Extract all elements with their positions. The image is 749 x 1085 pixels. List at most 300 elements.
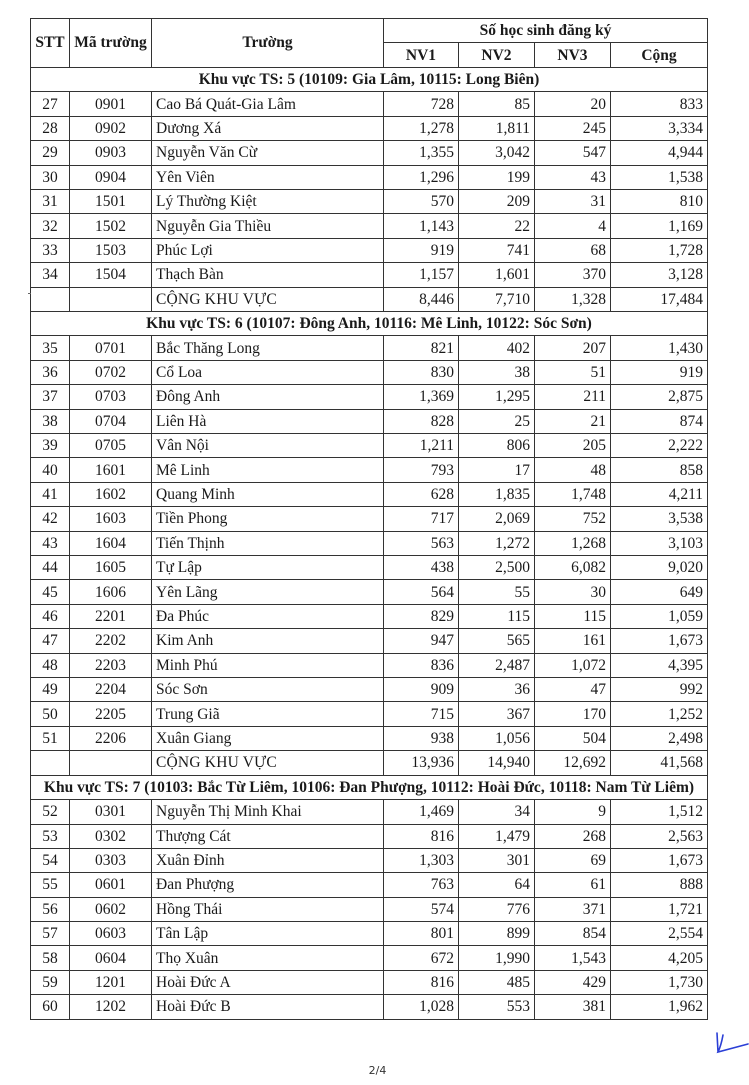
stt-cell: 43 xyxy=(31,531,70,555)
nv1-cell: 821 xyxy=(384,336,459,360)
nv1-cell: 801 xyxy=(384,922,459,946)
nv3-cell: 207 xyxy=(535,336,611,360)
table-row xyxy=(31,653,708,677)
nv3-cell: 30 xyxy=(535,580,611,604)
stt-cell: 30 xyxy=(31,165,70,189)
nv2-cell: 1,056 xyxy=(459,726,535,750)
nv1-cell: 1,211 xyxy=(384,434,459,458)
school-code-cell: 2201 xyxy=(70,604,152,628)
nv1-cell: 1,028 xyxy=(384,995,459,1019)
total-cell: 3,538 xyxy=(611,507,708,531)
school-code-cell: 1606 xyxy=(70,580,152,604)
nv2-cell: 806 xyxy=(459,434,535,458)
school-name-cell: Tự Lập xyxy=(152,556,384,580)
stt-cell: 32 xyxy=(31,214,70,238)
nv3-cell: 854 xyxy=(535,922,611,946)
school-code-cell: 1503 xyxy=(70,238,152,262)
stt-cell: 29 xyxy=(31,141,70,165)
school-code-cell-empty xyxy=(70,751,152,775)
subtotal-row xyxy=(31,751,708,775)
nv3-cell: 504 xyxy=(535,726,611,750)
school-name-cell: Vân Nội xyxy=(152,434,384,458)
stt-cell: 31 xyxy=(31,189,70,213)
school-name-cell: Sóc Sơn xyxy=(152,677,384,701)
stt-cell: 60 xyxy=(31,995,70,1019)
school-name-cell: Thạch Bàn xyxy=(152,263,384,287)
school-name-cell: Hoài Đức A xyxy=(152,970,384,994)
col-header-school-code: Mã trường xyxy=(70,19,152,68)
stt-cell-empty xyxy=(31,287,70,311)
table-row xyxy=(31,946,708,970)
school-name-cell: Yên Lãng xyxy=(152,580,384,604)
table-row xyxy=(31,897,708,921)
school-name-cell: Nguyễn Thị Minh Khai xyxy=(152,800,384,824)
total-cell: 1,728 xyxy=(611,238,708,262)
nv2-cell: 1,835 xyxy=(459,482,535,506)
nv3-cell: 245 xyxy=(535,116,611,140)
col-header-nv1: NV1 xyxy=(384,43,459,67)
nv2-cell: 115 xyxy=(459,604,535,628)
school-name-cell: Nguyễn Gia Thiều xyxy=(152,214,384,238)
nv2-cell: 22 xyxy=(459,214,535,238)
table-header xyxy=(31,19,708,68)
stt-cell: 37 xyxy=(31,385,70,409)
total-cell: 1,962 xyxy=(611,995,708,1019)
nv2-cell: 85 xyxy=(459,92,535,116)
school-code-cell: 1202 xyxy=(70,995,152,1019)
school-name-cell: Minh Phú xyxy=(152,653,384,677)
table-row xyxy=(31,482,708,506)
nv3-cell: 205 xyxy=(535,434,611,458)
nv2-cell: 2,500 xyxy=(459,556,535,580)
stt-cell: 34 xyxy=(31,263,70,287)
total-cell: 1,252 xyxy=(611,702,708,726)
school-name-cell: Quang Minh xyxy=(152,482,384,506)
nv1-cell: 672 xyxy=(384,946,459,970)
total-cell: 833 xyxy=(611,92,708,116)
school-name-cell: Yên Viên xyxy=(152,165,384,189)
stt-cell: 36 xyxy=(31,360,70,384)
nv3-cell: 1,268 xyxy=(535,531,611,555)
total-cell: 4,211 xyxy=(611,482,708,506)
nv2-cell: 402 xyxy=(459,336,535,360)
school-code-cell: 0704 xyxy=(70,409,152,433)
total-cell: 810 xyxy=(611,189,708,213)
col-header-nv3: NV3 xyxy=(535,43,611,67)
nv1-cell: 1,143 xyxy=(384,214,459,238)
school-name-cell: Đan Phượng xyxy=(152,873,384,897)
school-code-cell: 0701 xyxy=(70,336,152,360)
total-cell: 3,334 xyxy=(611,116,708,140)
nv3-cell: 20 xyxy=(535,92,611,116)
total-cell: 1,169 xyxy=(611,214,708,238)
section-header-row xyxy=(31,775,708,800)
nv2-cell: 199 xyxy=(459,165,535,189)
stt-cell: 28 xyxy=(31,116,70,140)
school-name-cell: Thượng Cát xyxy=(152,824,384,848)
nv1-cell: 909 xyxy=(384,677,459,701)
nv1-cell: 717 xyxy=(384,507,459,531)
school-name-cell: Tân Lập xyxy=(152,922,384,946)
total-cell: 858 xyxy=(611,458,708,482)
stt-cell: 41 xyxy=(31,482,70,506)
col-header-school: Trường xyxy=(152,19,384,68)
school-name-cell: Thọ Xuân xyxy=(152,946,384,970)
nv1-cell: 564 xyxy=(384,580,459,604)
nv3-cell: 268 xyxy=(535,824,611,848)
table-row xyxy=(31,116,708,140)
table-row xyxy=(31,458,708,482)
stt-cell: 39 xyxy=(31,434,70,458)
table-row xyxy=(31,580,708,604)
table-row xyxy=(31,677,708,701)
nv3-cell: 170 xyxy=(535,702,611,726)
table-row xyxy=(31,922,708,946)
section-header-row xyxy=(31,67,708,92)
nv1-cell: 816 xyxy=(384,970,459,994)
table-row xyxy=(31,409,708,433)
nv2-subtotal: 14,940 xyxy=(459,751,535,775)
total-cell: 2,563 xyxy=(611,824,708,848)
nv1-cell: 1,369 xyxy=(384,385,459,409)
total-subtotal: 17,484 xyxy=(611,287,708,311)
school-code-cell: 1501 xyxy=(70,189,152,213)
school-name-cell: Dương Xá xyxy=(152,116,384,140)
nv1-cell: 938 xyxy=(384,726,459,750)
stt-cell: 40 xyxy=(31,458,70,482)
table-body xyxy=(31,67,708,1019)
school-code-cell: 1601 xyxy=(70,458,152,482)
school-name-cell: Phúc Lợi xyxy=(152,238,384,262)
nv2-cell: 64 xyxy=(459,873,535,897)
school-name-cell: Hoài Đức B xyxy=(152,995,384,1019)
nv1-cell: 1,355 xyxy=(384,141,459,165)
nv3-cell: 115 xyxy=(535,604,611,628)
school-name-cell: Kim Anh xyxy=(152,629,384,653)
total-cell: 2,222 xyxy=(611,434,708,458)
nv3-cell: 161 xyxy=(535,629,611,653)
stt-cell: 42 xyxy=(31,507,70,531)
total-cell: 1,673 xyxy=(611,848,708,872)
school-name-cell: Đa Phúc xyxy=(152,604,384,628)
nv2-cell: 553 xyxy=(459,995,535,1019)
nv3-cell: 51 xyxy=(535,360,611,384)
table-row xyxy=(31,702,708,726)
nv3-cell: 1,748 xyxy=(535,482,611,506)
table-row xyxy=(31,726,708,750)
school-name-cell: Tiến Thịnh xyxy=(152,531,384,555)
school-code-cell: 2205 xyxy=(70,702,152,726)
stt-cell: 54 xyxy=(31,848,70,872)
nv2-cell: 741 xyxy=(459,238,535,262)
nv2-cell: 301 xyxy=(459,848,535,872)
col-header-stt: STT xyxy=(31,19,70,68)
table-row xyxy=(31,995,708,1019)
school-name-cell: Cổ Loa xyxy=(152,360,384,384)
school-name-cell: Cao Bá Quát-Gia Lâm xyxy=(152,92,384,116)
school-code-cell: 1605 xyxy=(70,556,152,580)
school-name-cell: Lý Thường Kiệt xyxy=(152,189,384,213)
table-row xyxy=(31,824,708,848)
stt-cell: 47 xyxy=(31,629,70,653)
nv3-cell: 9 xyxy=(535,800,611,824)
nv2-cell: 2,487 xyxy=(459,653,535,677)
nv3-subtotal: 1,328 xyxy=(535,287,611,311)
nv1-cell: 947 xyxy=(384,629,459,653)
total-cell: 888 xyxy=(611,873,708,897)
nv1-cell: 830 xyxy=(384,360,459,384)
school-code-cell: 0705 xyxy=(70,434,152,458)
total-subtotal: 41,568 xyxy=(611,751,708,775)
nv2-cell: 1,295 xyxy=(459,385,535,409)
nv1-subtotal: 13,936 xyxy=(384,751,459,775)
table-row xyxy=(31,238,708,262)
table-row xyxy=(31,531,708,555)
nv3-cell: 547 xyxy=(535,141,611,165)
school-name-cell: Xuân Giang xyxy=(152,726,384,750)
nv3-cell: 752 xyxy=(535,507,611,531)
nv1-cell: 563 xyxy=(384,531,459,555)
col-header-group: Số học sinh đăng ký xyxy=(384,19,708,43)
table-row xyxy=(31,800,708,824)
total-cell: 649 xyxy=(611,580,708,604)
table-row xyxy=(31,165,708,189)
section-title: Khu vực TS: 7 (10103: Bắc Từ Liêm, 10106: Đan Phượng, 10112: Hoài Đức, 10118: Nam Từ Liêm) xyxy=(31,775,708,800)
nv2-cell: 34 xyxy=(459,800,535,824)
nv3-cell: 371 xyxy=(535,897,611,921)
nv1-cell: 715 xyxy=(384,702,459,726)
nv1-subtotal: 8,446 xyxy=(384,287,459,311)
nv2-cell: 1,479 xyxy=(459,824,535,848)
total-cell: 4,395 xyxy=(611,653,708,677)
nv1-cell: 1,303 xyxy=(384,848,459,872)
page-number: 2/4 xyxy=(368,1064,387,1077)
table-row xyxy=(31,92,708,116)
nv1-cell: 438 xyxy=(384,556,459,580)
stt-cell: 33 xyxy=(31,238,70,262)
stt-cell: 48 xyxy=(31,653,70,677)
stt-cell: 45 xyxy=(31,580,70,604)
school-name-cell: Đông Anh xyxy=(152,385,384,409)
nv2-cell: 485 xyxy=(459,970,535,994)
nv3-cell: 47 xyxy=(535,677,611,701)
subtotal-label: CỘNG KHU VỰC xyxy=(152,287,384,311)
nv1-cell: 1,278 xyxy=(384,116,459,140)
table-row xyxy=(31,556,708,580)
school-code-cell: 2203 xyxy=(70,653,152,677)
stt-cell: 35 xyxy=(31,336,70,360)
nv3-cell: 43 xyxy=(535,165,611,189)
school-code-cell: 0301 xyxy=(70,800,152,824)
nv2-cell: 36 xyxy=(459,677,535,701)
total-cell: 3,128 xyxy=(611,263,708,287)
school-code-cell: 0901 xyxy=(70,92,152,116)
stt-cell: 49 xyxy=(31,677,70,701)
total-cell: 2,554 xyxy=(611,922,708,946)
nv1-cell: 628 xyxy=(384,482,459,506)
nv2-cell: 1,272 xyxy=(459,531,535,555)
nv1-cell: 570 xyxy=(384,189,459,213)
nv3-cell: 6,082 xyxy=(535,556,611,580)
school-code-cell: 0904 xyxy=(70,165,152,189)
stt-cell: 57 xyxy=(31,922,70,946)
total-cell: 4,205 xyxy=(611,946,708,970)
school-code-cell: 1502 xyxy=(70,214,152,238)
nv1-cell: 793 xyxy=(384,458,459,482)
stt-cell: 59 xyxy=(31,970,70,994)
nv3-cell: 68 xyxy=(535,238,611,262)
stt-cell: 46 xyxy=(31,604,70,628)
school-code-cell: 0303 xyxy=(70,848,152,872)
total-cell: 3,103 xyxy=(611,531,708,555)
total-cell: 919 xyxy=(611,360,708,384)
nv2-cell: 3,042 xyxy=(459,141,535,165)
nv2-cell: 38 xyxy=(459,360,535,384)
section-title: Khu vực TS: 5 (10109: Gia Lâm, 10115: Long Biên) xyxy=(31,67,708,92)
stt-cell: 44 xyxy=(31,556,70,580)
nv3-cell: 1,543 xyxy=(535,946,611,970)
table-row xyxy=(31,263,708,287)
school-code-cell: 0902 xyxy=(70,116,152,140)
school-code-cell: 2206 xyxy=(70,726,152,750)
nv1-cell: 836 xyxy=(384,653,459,677)
nv3-cell: 69 xyxy=(535,848,611,872)
table-row xyxy=(31,214,708,238)
nv2-cell: 776 xyxy=(459,897,535,921)
table-row xyxy=(31,604,708,628)
subtotal-label: CỘNG KHU VỰC xyxy=(152,751,384,775)
nv2-cell: 55 xyxy=(459,580,535,604)
table-row xyxy=(31,970,708,994)
school-name-cell: Liên Hà xyxy=(152,409,384,433)
nv1-cell: 1,296 xyxy=(384,165,459,189)
nv3-subtotal: 12,692 xyxy=(535,751,611,775)
nv2-cell: 17 xyxy=(459,458,535,482)
total-cell: 9,020 xyxy=(611,556,708,580)
school-code-cell: 2204 xyxy=(70,677,152,701)
nv1-cell: 828 xyxy=(384,409,459,433)
total-cell: 1,512 xyxy=(611,800,708,824)
school-code-cell: 1602 xyxy=(70,482,152,506)
school-name-cell: Xuân Đỉnh xyxy=(152,848,384,872)
school-name-cell: Nguyễn Văn Cừ xyxy=(152,141,384,165)
nv3-cell: 1,072 xyxy=(535,653,611,677)
nv2-subtotal: 7,710 xyxy=(459,287,535,311)
school-code-cell: 1603 xyxy=(70,507,152,531)
table-row xyxy=(31,629,708,653)
stt-cell: 55 xyxy=(31,873,70,897)
nv3-cell: 31 xyxy=(535,189,611,213)
school-code-cell: 0604 xyxy=(70,946,152,970)
school-code-cell: 0302 xyxy=(70,824,152,848)
stt-cell: 50 xyxy=(31,702,70,726)
nv3-cell: 4 xyxy=(535,214,611,238)
school-name-cell: Trung Giã xyxy=(152,702,384,726)
nv1-cell: 1,157 xyxy=(384,263,459,287)
total-cell: 874 xyxy=(611,409,708,433)
subtotal-row xyxy=(31,287,708,311)
nv3-cell: 381 xyxy=(535,995,611,1019)
nv3-cell: 370 xyxy=(535,263,611,287)
table-row xyxy=(31,873,708,897)
stt-cell: 56 xyxy=(31,897,70,921)
total-cell: 1,059 xyxy=(611,604,708,628)
nv2-cell: 1,601 xyxy=(459,263,535,287)
nv1-cell: 728 xyxy=(384,92,459,116)
nv2-cell: 1,990 xyxy=(459,946,535,970)
stt-cell: 27 xyxy=(31,92,70,116)
nv1-cell: 816 xyxy=(384,824,459,848)
stt-cell: 58 xyxy=(31,946,70,970)
school-code-cell: 1604 xyxy=(70,531,152,555)
total-cell: 1,730 xyxy=(611,970,708,994)
nv2-cell: 899 xyxy=(459,922,535,946)
scan-mark xyxy=(28,293,31,294)
table-row xyxy=(31,507,708,531)
table-row xyxy=(31,336,708,360)
nv1-cell: 829 xyxy=(384,604,459,628)
school-name-cell: Hồng Thái xyxy=(152,897,384,921)
school-code-cell: 1201 xyxy=(70,970,152,994)
nv3-cell: 61 xyxy=(535,873,611,897)
nv2-cell: 367 xyxy=(459,702,535,726)
total-cell: 1,673 xyxy=(611,629,708,653)
registration-table xyxy=(30,18,708,1020)
total-cell: 2,875 xyxy=(611,385,708,409)
total-cell: 1,430 xyxy=(611,336,708,360)
school-code-cell: 0601 xyxy=(70,873,152,897)
col-header-total: Cộng xyxy=(611,43,708,67)
nv1-cell: 574 xyxy=(384,897,459,921)
table-row xyxy=(31,385,708,409)
school-code-cell: 0603 xyxy=(70,922,152,946)
signature-initial-icon xyxy=(714,1030,749,1058)
school-name-cell: Tiền Phong xyxy=(152,507,384,531)
table-row xyxy=(31,848,708,872)
nv2-cell: 209 xyxy=(459,189,535,213)
school-code-cell: 2202 xyxy=(70,629,152,653)
school-code-cell: 0703 xyxy=(70,385,152,409)
school-code-cell: 0702 xyxy=(70,360,152,384)
col-header-nv2: NV2 xyxy=(459,43,535,67)
stt-cell: 52 xyxy=(31,800,70,824)
school-code-cell: 0903 xyxy=(70,141,152,165)
table-row xyxy=(31,360,708,384)
table-row xyxy=(31,434,708,458)
school-name-cell: Bắc Thăng Long xyxy=(152,336,384,360)
nv3-cell: 211 xyxy=(535,385,611,409)
nv1-cell: 919 xyxy=(384,238,459,262)
nv2-cell: 1,811 xyxy=(459,116,535,140)
nv1-cell: 763 xyxy=(384,873,459,897)
school-name-cell: Mê Linh xyxy=(152,458,384,482)
school-code-cell-empty xyxy=(70,287,152,311)
nv3-cell: 429 xyxy=(535,970,611,994)
section-title: Khu vực TS: 6 (10107: Đông Anh, 10116: Mê Linh, 10122: Sóc Sơn) xyxy=(31,311,708,336)
nv2-cell: 565 xyxy=(459,629,535,653)
nv1-cell: 1,469 xyxy=(384,800,459,824)
total-cell: 2,498 xyxy=(611,726,708,750)
nv3-cell: 48 xyxy=(535,458,611,482)
stt-cell: 51 xyxy=(31,726,70,750)
stt-cell: 38 xyxy=(31,409,70,433)
table-row xyxy=(31,141,708,165)
section-header-row xyxy=(31,311,708,336)
nv2-cell: 2,069 xyxy=(459,507,535,531)
stt-cell: 53 xyxy=(31,824,70,848)
school-code-cell: 1504 xyxy=(70,263,152,287)
nv3-cell: 21 xyxy=(535,409,611,433)
